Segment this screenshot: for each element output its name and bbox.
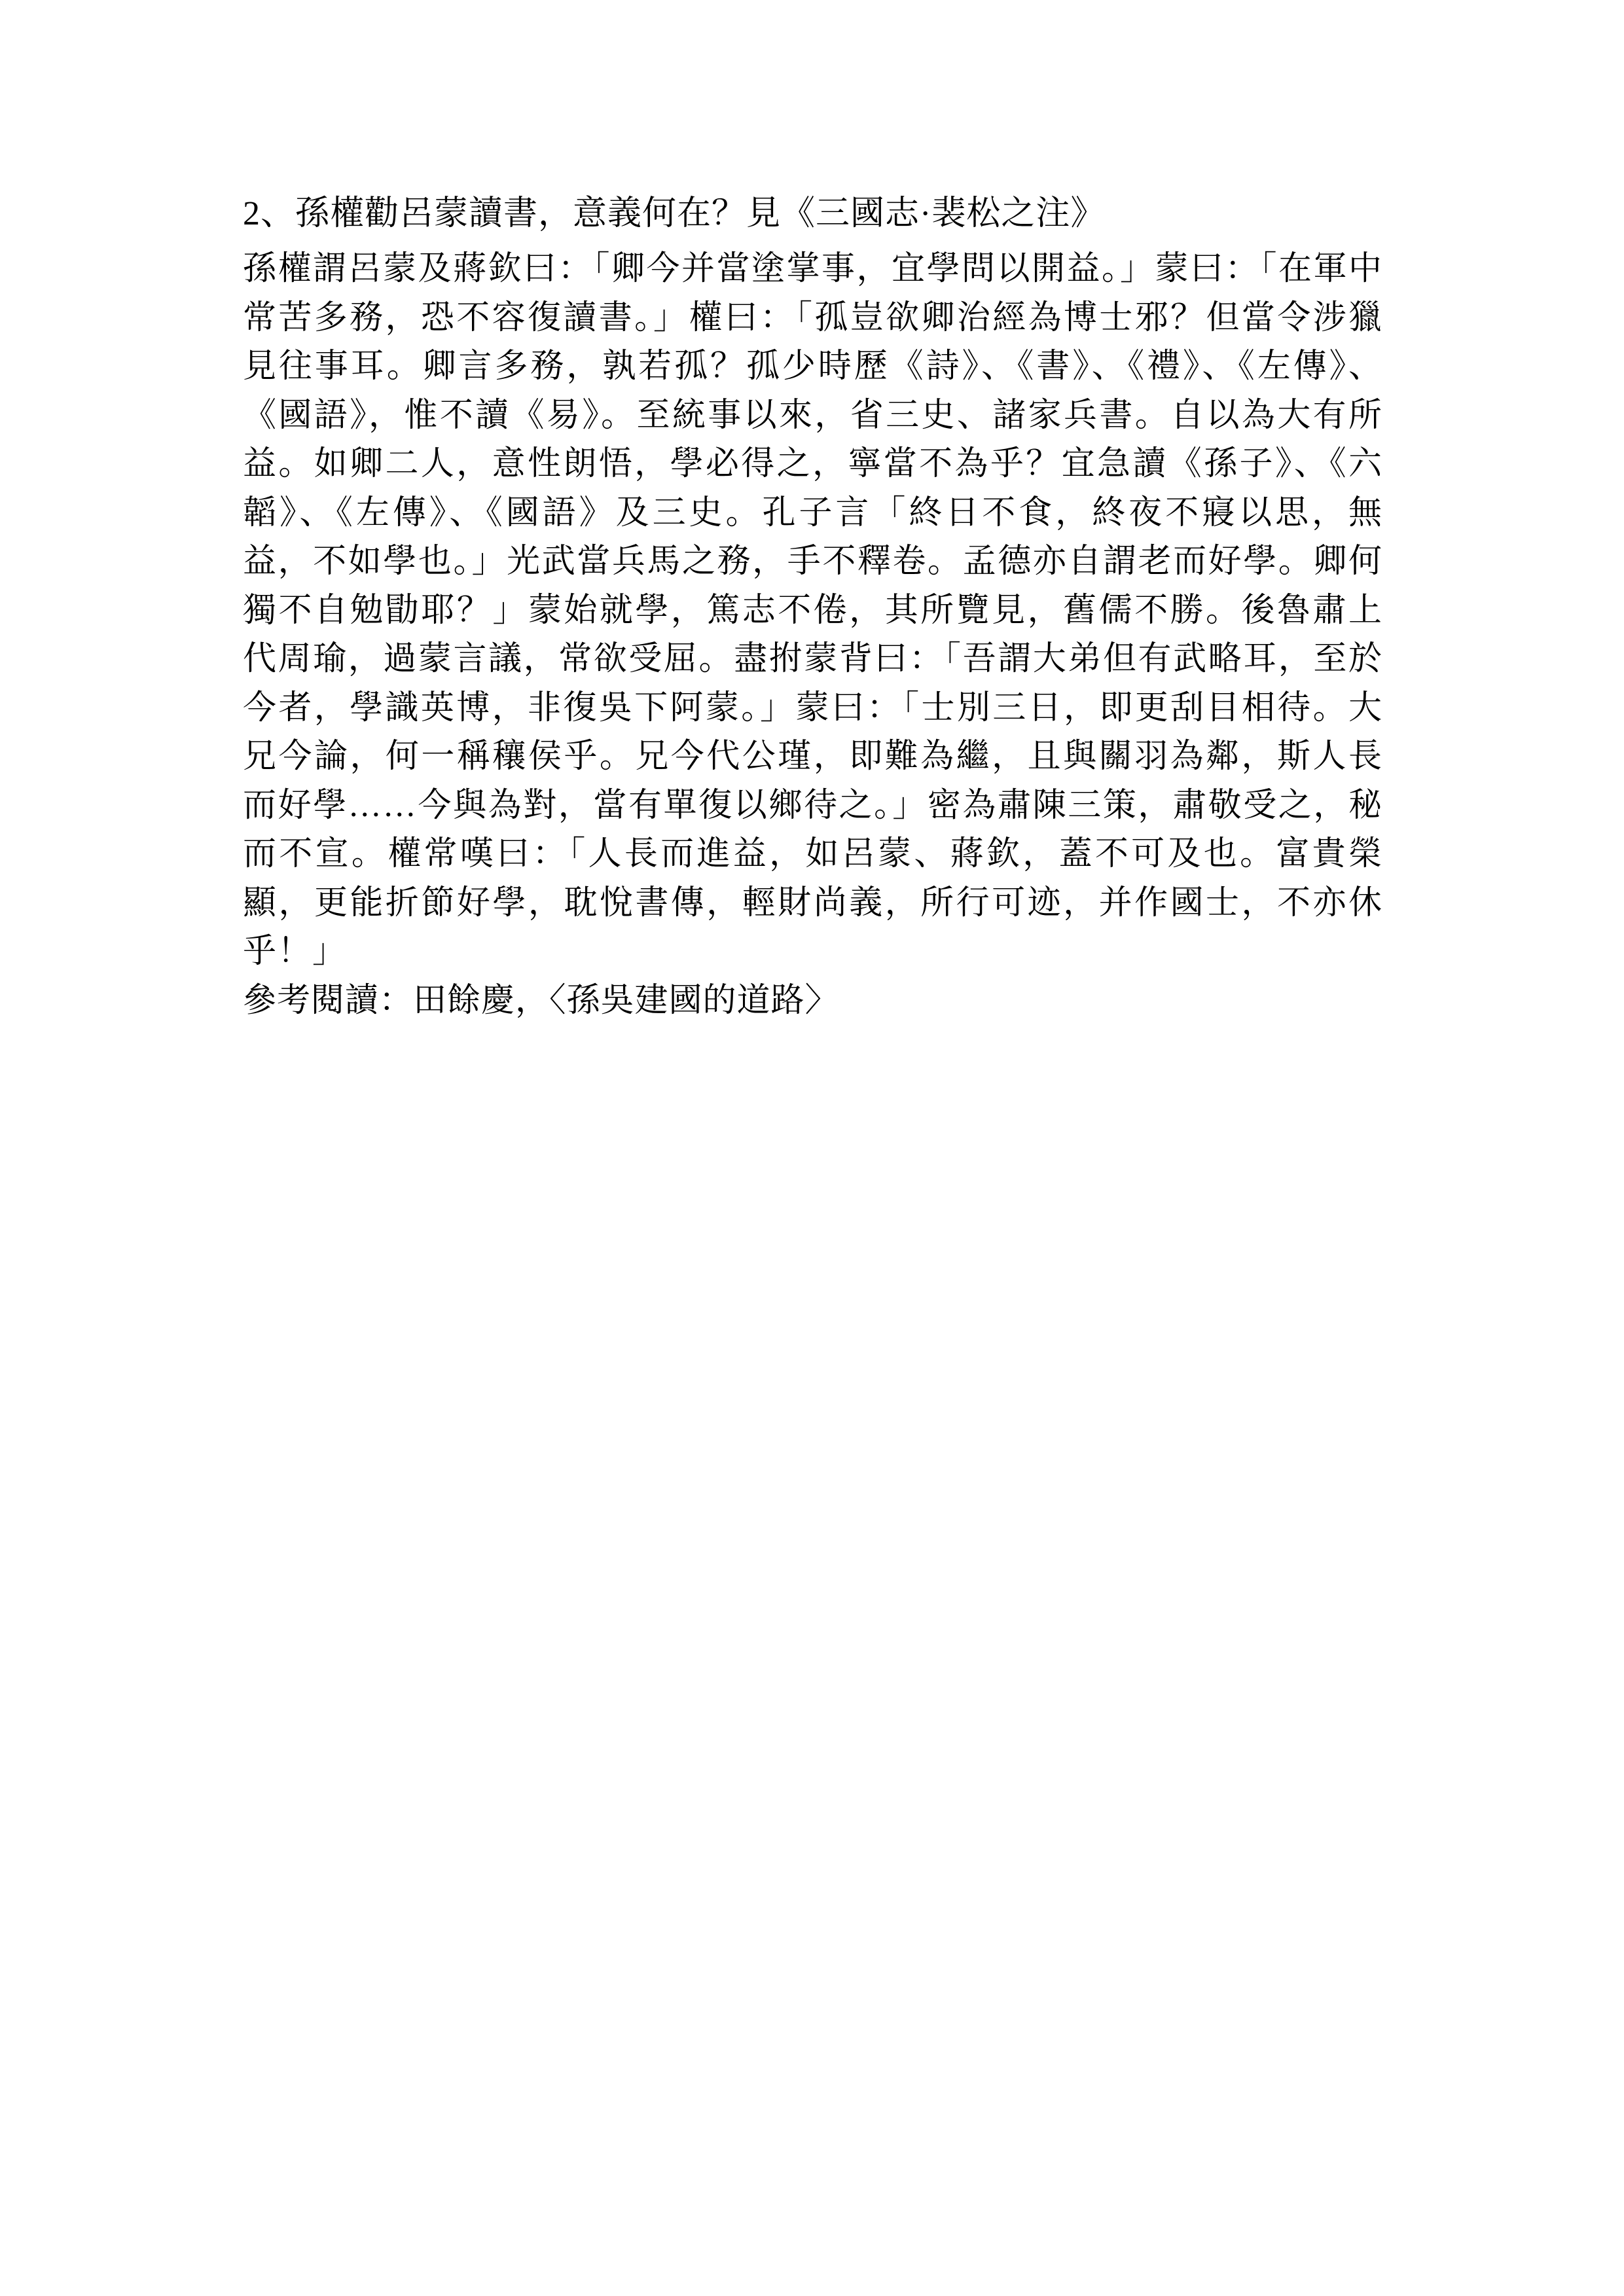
passage-paragraph: 孫權謂呂蒙及蔣欽曰：「卿今并當塗掌事，宜學問以開益。」蒙曰：「在軍中常苦多務，恐不容復讀書。」權曰：「孤豈欲卿治經為博士邪？但當令涉獵見往事耳。卿言多務，孰若孤？孤少時歷《詩》、《書》、《禮》、《左傳》、《國語》，惟不讀《易》。至統事以來，省三史、諸家兵書。自以為大有所益。如卿二人，意性朗悟，學必得之，寧當不為乎？宜急讀《孫子》、《六韜》、《左傳》、《國語》及三史。孔子言「終日不食，終夜不寢以思，無益，不如學也。」光武當兵馬之務，手不釋卷。孟德亦自謂老而好學。卿何獨不自勉勖耶？」蒙始就學，篤志不倦，其所覽見，舊儒不勝。後魯肅上代周瑜，過蒙言議，常欲受屈。盡拊蒙背曰：「吾謂大弟但有武略耳，至於今者，學識英博，非復吳下阿蒙。」蒙曰：「士別三日，即更刮目相待。大兄今論，何一稱穰侯乎。兄今代公瑾，即難為繼，且與關羽為鄰，斯人長而好學……今與為對，當有單復以鄉待之。」密為肅陳三策，肅敬受之，秘而不宣。權常嘆曰：「人長而進益，如呂蒙、蔣欽，蓋不可及也。富貴榮顯，更能折節好學，耽悅書傳，輕財尚義，所行可迹，并作國士，不亦休乎！」 xyxy=(243,251,1383,970)
text-block xyxy=(243,188,1383,1025)
reference-line: 參考閱讀：田餘慶，〈孫吳建國的道路〉 xyxy=(243,982,839,1019)
section-heading: 2、孫權勸呂蒙讀書，意義何在？見《三國志·裴松之注》 xyxy=(243,195,1106,232)
